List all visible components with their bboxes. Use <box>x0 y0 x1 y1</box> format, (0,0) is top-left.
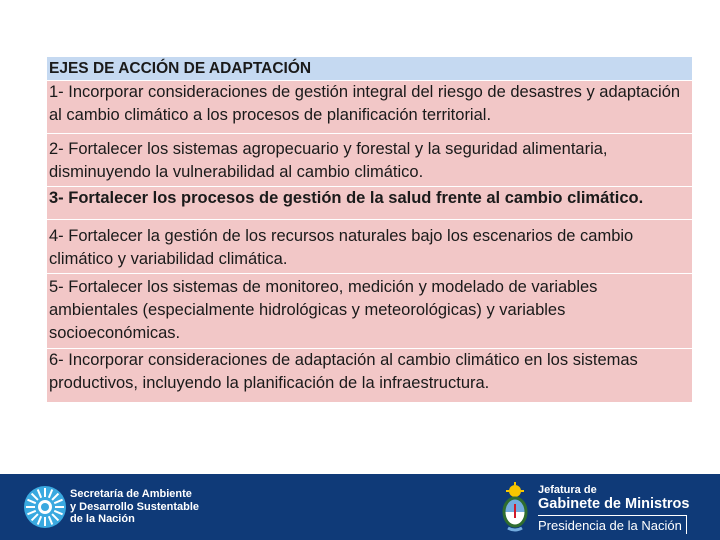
secretaria-logo-text <box>70 488 199 526</box>
logo-line: Presidencia de la Nación <box>538 515 687 534</box>
table-cell: 6- Incorporar consideraciones de adaptación al cambio climático en los sistemas productivos, incluyendo la planificación de la infraestructura. <box>47 349 693 403</box>
logo-line: Jefatura de <box>538 484 597 496</box>
adaptation-axes-table <box>46 56 693 403</box>
logo-line: de la Nación <box>70 513 135 525</box>
logo-line: Gabinete de Ministros <box>538 496 690 512</box>
footer-bar <box>0 474 720 540</box>
table-cell: 2- Fortalecer los sistemas agropecuario y forestal y la seguridad alimentaria, disminuyendo la vulnerabilidad al cambio climático. <box>47 134 693 187</box>
table-header-row <box>47 57 693 81</box>
table-header: EJES DE ACCIÓN DE ADAPTACIÓN <box>47 57 693 81</box>
table-row <box>47 349 693 403</box>
logo-line: Secretaría de Ambiente <box>70 488 192 500</box>
table-row <box>47 220 693 274</box>
sun-logo-icon <box>22 484 68 530</box>
table-cell: 1- Incorporar consideraciones de gestión integral del riesgo de desastres y adaptación al cambio climático a los procesos de planificación territorial. <box>47 81 693 134</box>
table-row <box>47 274 693 349</box>
table-row <box>47 187 693 220</box>
table-cell: 5- Fortalecer los sistemas de monitoreo, medición y modelado de variables ambientales (especialmente hidrológicas y meteorológicas) y variables socioeconómicas. <box>47 274 693 349</box>
jefatura-logo-text <box>538 484 689 535</box>
table-cell: 3- Fortalecer los procesos de gestión de la salud frente al cambio climático. <box>47 187 693 220</box>
table-cell: 4- Fortalecer la gestión de los recursos naturales bajo los escenarios de cambio climático y variabilidad climática. <box>47 220 693 274</box>
argentina-emblem-icon <box>498 482 532 534</box>
logo-line: y Desarrollo Sustentable <box>70 500 199 513</box>
table-row <box>47 81 693 134</box>
table-row <box>47 134 693 187</box>
